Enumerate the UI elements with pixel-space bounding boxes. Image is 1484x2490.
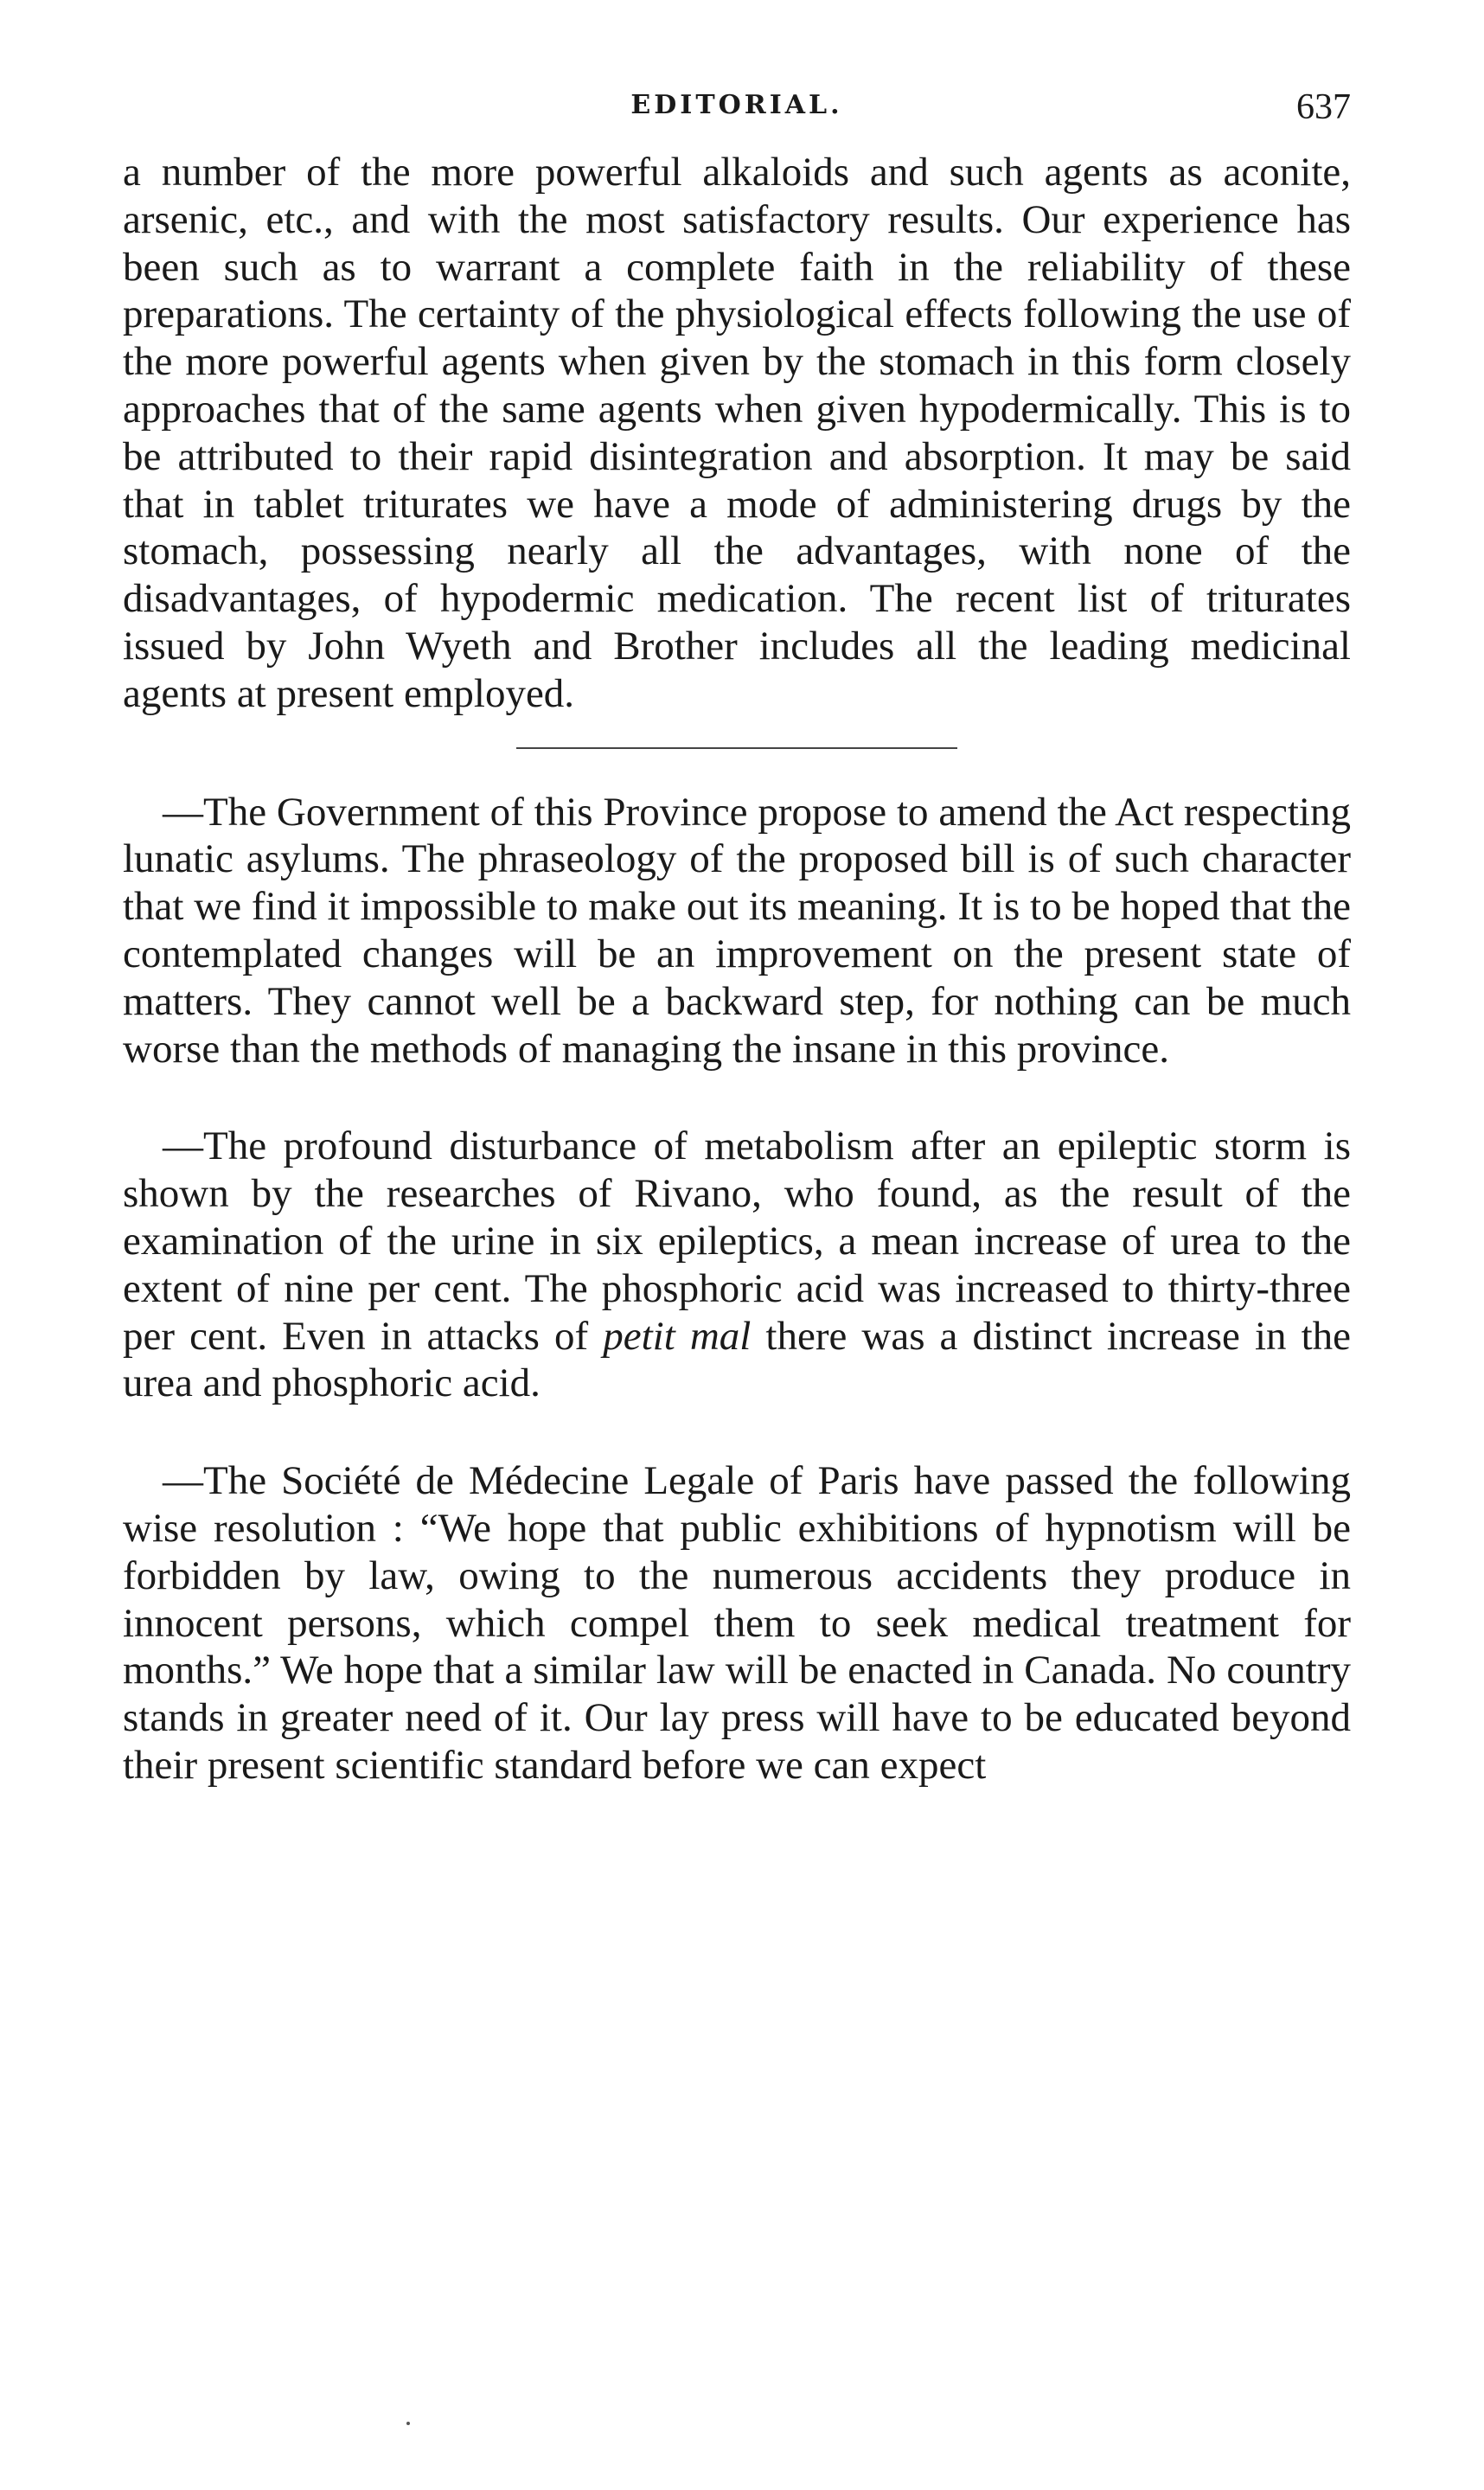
- running-head: EDITORIAL.: [630, 90, 843, 120]
- paragraph-epilepsy: [123, 1123, 1351, 1407]
- section-divider: [516, 747, 957, 749]
- paragraph-epilepsy-italic: petit mal: [603, 1313, 752, 1359]
- paragraph-epilepsy-part-1: —The profound disturbance of metabolism after an epileptic storm is shown by the researches of Rivano, who found, as the result of the examination of the urine in six epileptics, a mean increase of urea to the extent of nine per cent. The phosphoric acid was increased to thirty-three per cent. Even in attacks of: [123, 1123, 1351, 1359]
- paragraph-epilepsy-part-2: there was a distinct increase in the urea and phosphoric acid.: [123, 1313, 1351, 1406]
- page-header: [123, 86, 1351, 147]
- paragraph-continuation: a number of the more powerful alkaloids and such agents as aconite, arsenic, etc., and with the most satisfactory results. Our experience has been such as to warrant a complete faith in the reliability of these preparations. The certainty of the physiological effects following the use of the more powerful agents when given by the stomach in this form closely approaches that of the same agents when given hypodermically. This is to be attributed to their rapid disintegration and absorption. It may be said that in tablet triturates we have a mode of administering drugs by the stomach, possessing nearly all the advantages, with none of the disadvantages, of hypodermic medication. The recent list of triturates issued by John Wyeth and Brother includes all the leading medicinal agents at present employed.: [123, 150, 1351, 716]
- page-number: 637: [1296, 87, 1351, 127]
- paragraph-hypnotism: —The Société de Médecine Legale of Paris have passed the following wise resolution : “We hope that public exhibitions of hypnotism will be forbidden by law, owing to the numerous accidents they produce in innocent persons, which compel them to seek medical treatment for months.” We hope that a similar law will be enacted in Canada. No country stands in greater need of it. Our lay press will have to be educated beyond their present scientific standard before we can expect: [123, 1458, 1351, 1788]
- stray-ink-dot: [406, 2422, 410, 2425]
- page: [123, 86, 1351, 1789]
- paragraph-asylums: —The Government of this Province propose to amend the Act respecting lunatic asylums. The phraseology of the proposed bill is of such character that we find it impossible to make out its meaning. It is to be hoped that the contemplated changes will be an improvement on the present state of matters. They cannot well be a backward step, for nothing can be much worse than the methods of managing the insane in this province.: [123, 789, 1351, 1072]
